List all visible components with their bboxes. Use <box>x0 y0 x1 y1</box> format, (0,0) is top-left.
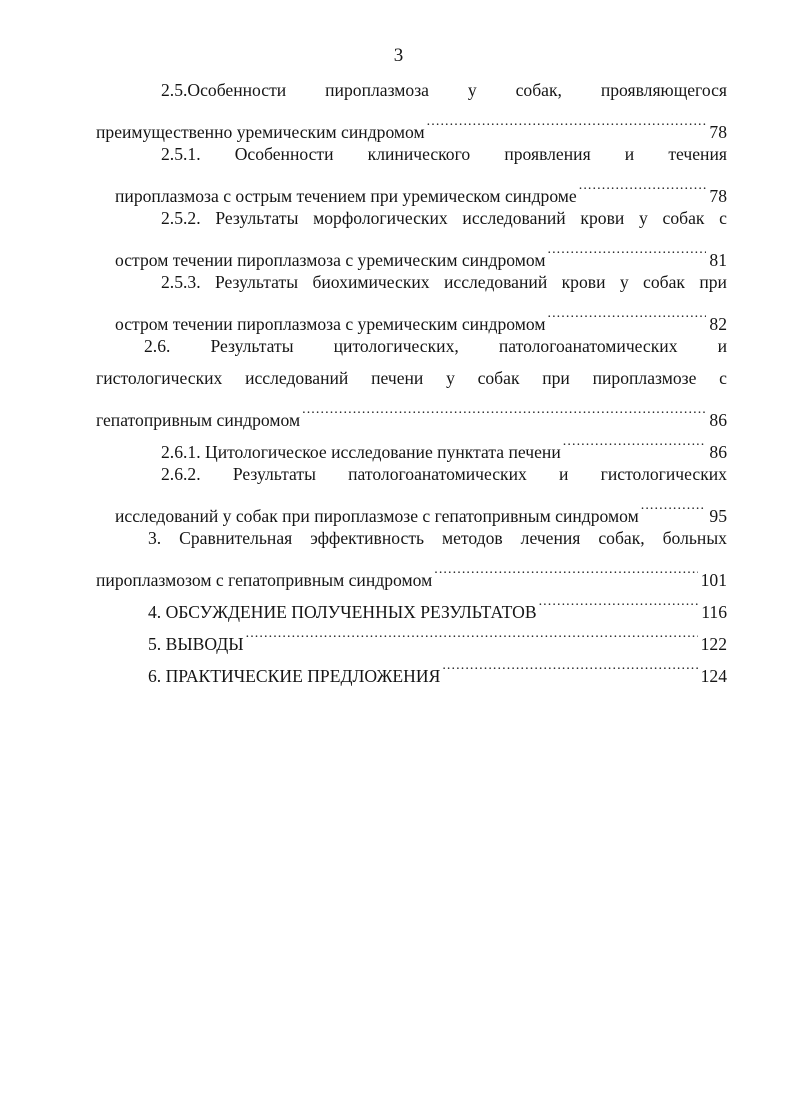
word: гистологических <box>96 368 223 388</box>
word: 2.6.2. <box>161 464 201 484</box>
toc-line-final <box>96 394 727 430</box>
toc-line-final <box>96 298 727 334</box>
dot-leader <box>427 106 707 138</box>
word: 2.6. <box>144 336 171 356</box>
word: исследований <box>443 272 548 292</box>
toc-line-final <box>96 490 727 526</box>
toc-line <box>96 74 727 106</box>
toc-line-final <box>96 234 727 270</box>
word: гистологических <box>600 464 727 484</box>
toc-page-number: 122 <box>700 634 727 654</box>
toc-entry-title: преимущественно уремическим синдромом <box>96 122 425 142</box>
word: у <box>446 368 455 388</box>
word: при <box>699 272 727 292</box>
toc-line <box>96 202 727 234</box>
word: у <box>619 272 629 292</box>
word: течения <box>668 144 727 164</box>
word: цитологических, <box>333 336 459 356</box>
word: биохимических <box>312 272 430 292</box>
toc-entry-2-6-2 <box>96 458 727 526</box>
toc-entry-title: пироплазмозом с гепатопривным синдромом <box>96 570 433 590</box>
word: крови <box>561 272 606 292</box>
toc-entry-title: 2.6.1. Цитологическое исследование пунктата печени <box>161 442 561 462</box>
word: 3. <box>148 528 162 548</box>
word: Сравнительная <box>179 528 293 548</box>
dot-leader <box>246 618 698 650</box>
word: больных <box>662 528 727 548</box>
toc-page-number: 78 <box>709 122 727 142</box>
toc-entry-2-5-1 <box>96 138 727 206</box>
word: Особенности <box>234 144 334 164</box>
word: с <box>719 368 727 388</box>
toc-entry-2-5 <box>96 74 727 142</box>
toc-page-number: 95 <box>709 506 727 526</box>
word: собак <box>643 272 685 292</box>
toc-line <box>96 362 727 394</box>
dot-leader <box>547 298 706 330</box>
word: исследований <box>462 208 566 228</box>
toc-page-number: 78 <box>709 186 727 206</box>
toc-line <box>96 138 727 170</box>
word: 2.5.Особенности <box>161 80 287 100</box>
word: пироплазмозе <box>592 368 697 388</box>
toc-page-number: 86 <box>709 410 727 430</box>
word: морфологических <box>313 208 448 228</box>
word: исследований <box>245 368 349 388</box>
word: 2.5.1. <box>161 144 201 164</box>
toc-entry-title: остром течении пироплазмоза с уремическим синдромом <box>115 250 546 270</box>
dot-leader <box>547 234 706 266</box>
toc-page-number: 116 <box>701 602 727 622</box>
word: крови <box>580 208 625 228</box>
word: у <box>639 208 648 228</box>
word: пироплазмоза <box>325 80 429 100</box>
word: Результаты <box>232 464 316 484</box>
toc-page-number: 101 <box>700 570 727 590</box>
word: с <box>719 208 727 228</box>
dot-leader <box>442 650 697 682</box>
word: Результаты <box>215 208 299 228</box>
word: собак, <box>515 80 562 100</box>
word: патологоанатомических <box>498 336 678 356</box>
word: у <box>467 80 477 100</box>
dot-leader <box>434 554 697 586</box>
word: клинического <box>367 144 471 164</box>
dot-leader <box>641 490 707 522</box>
toc-entry-title: гепатопривным синдромом <box>96 410 301 430</box>
table-of-contents <box>96 74 727 686</box>
toc-page-number: 82 <box>709 314 727 334</box>
toc-line <box>96 458 727 490</box>
word: собак <box>477 368 520 388</box>
toc-line <box>96 266 727 298</box>
word: при <box>542 368 570 388</box>
word: методов <box>441 528 503 548</box>
word: патологоанатомических <box>348 464 527 484</box>
toc-line-final <box>96 170 727 206</box>
word: проявляющегося <box>600 80 727 100</box>
toc-entry-3 <box>96 522 727 590</box>
dot-leader <box>563 426 707 458</box>
word: и <box>624 144 635 164</box>
word: 2.5.2. <box>161 208 201 228</box>
toc-page-number: 124 <box>700 666 727 686</box>
word: печени <box>371 368 424 388</box>
toc-entry-title: исследований у собак при пироплазмозе с гепатопривным синдромом <box>115 506 639 526</box>
word: Результаты <box>210 336 294 356</box>
toc-entry-title: 6. ПРАКТИЧЕСКИЕ ПРЕДЛОЖЕНИЯ <box>148 666 441 686</box>
word: и <box>559 464 569 484</box>
dot-leader <box>579 170 707 202</box>
toc-entry-title: остром течении пироплазмоза с уремическим синдромом <box>115 314 546 334</box>
word: собак, <box>598 528 645 548</box>
toc-entry-title: пироплазмоза с острым течением при уремическом синдроме <box>115 186 577 206</box>
word: проявления <box>504 144 591 164</box>
toc-entry-2-6 <box>96 330 727 430</box>
toc-page-number: 81 <box>709 250 727 270</box>
page-number: 3 <box>393 45 404 66</box>
toc-line-final <box>96 554 727 590</box>
dot-leader <box>539 586 699 618</box>
toc-page-number: 86 <box>709 442 727 462</box>
word: собак <box>662 208 705 228</box>
word: лечения <box>520 528 581 548</box>
word: 2.5.3. <box>161 272 201 292</box>
dot-leader <box>302 394 706 426</box>
toc-line <box>96 522 727 554</box>
word: и <box>717 336 727 356</box>
word: Результаты <box>214 272 299 292</box>
toc-line-final <box>96 106 727 142</box>
toc-entry-2-5-3 <box>96 266 727 334</box>
toc-entry-title: 5. ВЫВОДЫ <box>148 634 244 654</box>
toc-entry-2-5-2 <box>96 202 727 270</box>
toc-entry-title: 4. ОБСУЖДЕНИЕ ПОЛУЧЕННЫХ РЕЗУЛЬТАТОВ <box>148 602 537 622</box>
word: эффективность <box>310 528 425 548</box>
